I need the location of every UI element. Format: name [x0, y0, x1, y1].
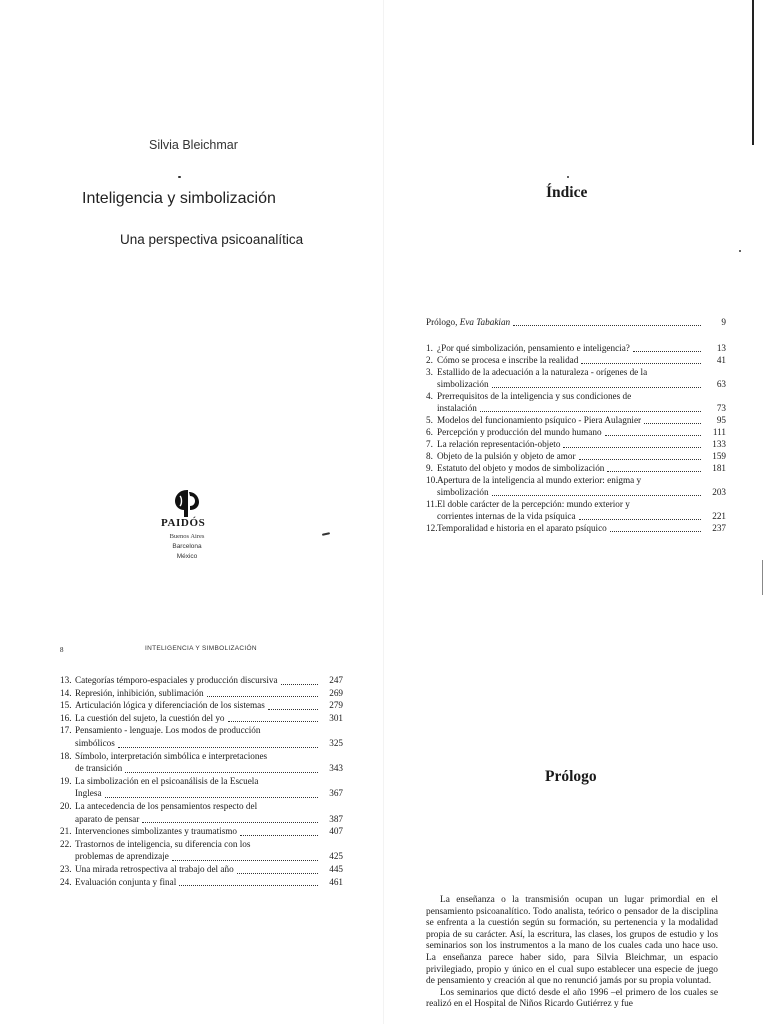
toc-entry-number: 19. [60, 775, 72, 786]
toc-entry-number: 11. [426, 499, 438, 509]
running-head: INTELIGENCIA Y SIMBOLIZACIÓN [145, 645, 257, 652]
book-title: Inteligencia y simbolización [82, 190, 276, 207]
toc-entry-title: simbólicos [75, 737, 115, 748]
toc-entry-title: Trastornos de inteligencia, su diferencia con los [75, 838, 251, 849]
toc-entry [60, 724, 343, 749]
toc-entry [426, 414, 726, 426]
book-subtitle: Una perspectiva psicoanalítica [120, 232, 304, 247]
toc-entry-number: 8. [426, 451, 433, 461]
toc-entry-title: Una mirada retrospectiva al trabajo del año [75, 863, 234, 874]
toc-entry-title: Apertura de la inteligencia al mundo exterior: enigma y [437, 475, 642, 485]
toc-entry-title: Modelos del funcionamiento psíquico - Piera Aulagnier [437, 415, 642, 425]
toc-entry-page: 247 [329, 675, 343, 685]
toc-entry [426, 390, 726, 414]
toc-entry-page: 73 [716, 403, 726, 413]
toc-entry [426, 438, 726, 450]
toc-entry-title: ¿Por qué simbolización, pensamiento e inteligencia? [437, 343, 630, 353]
toc-entry-title: instalación [437, 403, 477, 413]
toc-entry-page: 367 [329, 788, 343, 799]
toc-entry-page: 445 [329, 863, 343, 874]
toc-entry-number: 22. [60, 838, 72, 849]
toc-entry-number: 17. [60, 725, 72, 736]
toc-entry-title: La cuestión del sujeto, la cuestión del yo [75, 712, 225, 723]
toc-entry [60, 825, 343, 838]
toc-entry-title: Articulación lógica y diferenciación de los sistemas [75, 700, 265, 711]
page-edge-line [762, 560, 763, 595]
page-number: 8 [60, 646, 64, 654]
toc-entry-number: 6. [426, 427, 433, 437]
toc-entry-page: 237 [712, 523, 726, 533]
toc-entry [426, 366, 726, 390]
toc-entry-title: Intervenciones simbolizantes y traumatismo [75, 826, 238, 837]
toc-entry-number: 21. [60, 826, 72, 837]
toc-entry-page: 111 [712, 427, 726, 437]
speck [322, 532, 330, 536]
toc-entry [426, 342, 726, 354]
toc-entry-number: 18. [60, 750, 72, 761]
toc-entry-title: La simbolización en el psicoanálisis de la Escuela [75, 775, 259, 786]
toc-entry [60, 674, 343, 687]
toc-entry-title: La relación representación-objeto [437, 439, 561, 449]
toc-entry [60, 800, 343, 825]
toc-entry-page: 133 [712, 439, 726, 449]
toc-entry-page: 425 [329, 851, 343, 862]
toc-entry-number: 1. [426, 343, 433, 353]
toc-entry-title: Prerrequisitos de la inteligencia y sus condiciones de [437, 391, 632, 401]
speck [567, 176, 569, 178]
toc-entry-page: 279 [329, 700, 343, 711]
toc-entry [426, 450, 726, 462]
prologue-page [384, 604, 768, 1024]
toc-entry-number: 23. [60, 863, 72, 874]
toc-entry-number: 3. [426, 367, 433, 377]
publisher-city: México [176, 553, 198, 560]
toc-entry [60, 876, 343, 889]
toc-entry-page: 159 [712, 451, 726, 461]
toc-entry-title: Cómo se procesa e inscribe la realidad [437, 355, 579, 365]
toc-entry-title: de transición [75, 763, 123, 774]
toc-entry-page: 13 [716, 343, 726, 353]
toc-entry-number: 16. [60, 712, 72, 723]
speck [739, 250, 741, 252]
toc-entry-title: aparato de pensar [75, 813, 140, 824]
toc-entry-number: 24. [60, 876, 72, 887]
toc-entry-number: 20. [60, 800, 72, 811]
toc-list [60, 674, 343, 888]
speck [178, 176, 181, 178]
toc-entry-number: 14. [60, 687, 72, 698]
toc-entry-number: 5. [426, 415, 433, 425]
toc-entry-title: problemas de aprendizaje [75, 851, 169, 862]
toc-entry-title: simbolización [437, 487, 489, 497]
toc-entry-number: 4. [426, 391, 433, 401]
toc-entry [60, 699, 343, 712]
prologue-title: Prólogo [545, 768, 597, 785]
toc-entry-title: Objeto de la pulsión y objeto de amor [437, 451, 576, 461]
publisher-name: PAIDÓS [161, 517, 206, 529]
publisher-city: Buenos Aires [169, 533, 205, 540]
toc-list [426, 342, 726, 534]
prologue-entry [426, 316, 726, 328]
toc-entry [426, 474, 726, 498]
index-title: Índice [546, 184, 588, 201]
toc-entry-title: El doble carácter de la percepción: mundo exterior y [437, 499, 630, 509]
index-continued-page [0, 604, 383, 1024]
toc-entry-title: Categorías témporo-espaciales y producción discursiva [75, 675, 278, 685]
toc-entry [60, 750, 343, 775]
toc-entry-title: Inglesa [75, 788, 102, 799]
toc-entry-page: 63 [716, 379, 726, 389]
index-page [384, 0, 768, 594]
toc-entry-number: 12. [426, 523, 438, 533]
toc-entry-title: simbolización [437, 379, 489, 389]
toc-entry-number: 15. [60, 700, 72, 711]
toc-entry-title: corrientes internas de la vida psíquica [437, 511, 576, 521]
toc-entry-number: 10. [426, 475, 438, 485]
toc-entry-page: 301 [329, 712, 343, 723]
toc-entry-page: 41 [716, 355, 726, 365]
toc-entry-page: 343 [329, 763, 343, 774]
author-name: Silvia Bleichmar [149, 138, 238, 152]
toc-entry-title: Símbolo, interpretación simbólica e interpretaciones [75, 750, 268, 761]
toc-entry-page: 95 [716, 415, 726, 425]
toc-entry-title: Evaluación conjunta y final [75, 876, 177, 887]
toc-entry-number: 2. [426, 355, 433, 365]
prologue-paragraph: La enseñanza o la transmisión ocupan un lugar primordial en el pensamiento psicoanalítico. Todo analista, teórico o pensador de la disciplina se enfrenta a la cuestión según su formación, su pertenencia y la modalidad propia de su carácter. Así, la escritura, las clases, los grupos de estudio y los seminarios son los instrumentos a la mano de los cuales cada uno hace uso. La enseñanza parece haber sido, para Silvia Bleichmar, un espacio privilegiado, propio y único en el cual supo establecer una especie de juego de pensamiento y creación al que no renunció jamás por su propia voluntad. [426, 895, 718, 987]
prologue-author: Eva Tabakian [459, 317, 511, 327]
toc-entry-page: 387 [329, 813, 343, 824]
toc-entry [426, 426, 726, 438]
toc-entry [426, 354, 726, 366]
toc-entry [426, 498, 726, 522]
toc-entry-title: Represión, inhibición, sublimación [75, 687, 204, 698]
toc-entry-title: Estatuto del objeto y modos de simbolización [437, 463, 605, 473]
toc-entry-number: 9. [426, 463, 433, 473]
toc-entry [60, 863, 343, 876]
toc-entry-page: 203 [712, 487, 726, 497]
prologue-page: 9 [721, 317, 726, 327]
prologue-label: Prólogo, [426, 317, 460, 327]
toc-entry [426, 462, 726, 474]
toc-entry [60, 712, 343, 725]
toc-entry-title: Percepción y producción del mundo humano [437, 427, 602, 437]
toc-entry [426, 522, 726, 534]
toc-entry-title: Temporalidad e historia en el aparato psíquico [437, 523, 607, 533]
toc-entry-page: 181 [712, 463, 726, 473]
toc-entry-number: 13. [60, 675, 72, 685]
page-edge-line [752, 0, 754, 145]
publisher-city: Barcelona [172, 543, 202, 550]
toc-entry-title: Pensamiento - lenguaje. Los modos de producción [75, 725, 261, 736]
toc-entry-page: 325 [329, 737, 343, 748]
toc-entry [60, 775, 343, 800]
prologue-paragraph: Los seminarios que dictó desde el año 1996 –el primero de los cuales se realizó en el Hospital de Niños Ricardo Gutiérrez y fue [426, 987, 718, 1010]
prologue-body [426, 895, 718, 1011]
toc-entry-title: La antecedencia de los pensamientos respecto del [75, 800, 258, 811]
toc-entry-page: 269 [329, 687, 343, 698]
title-page [0, 0, 383, 592]
toc-entry-page: 461 [329, 876, 343, 887]
toc-entry-number: 7. [426, 439, 433, 449]
publisher-logo-icon [170, 488, 204, 518]
toc-entry-title: Estallido de la adecuación a la naturaleza - orígenes de la [437, 367, 648, 377]
toc-entry-page: 221 [712, 511, 726, 521]
toc-entry [60, 687, 343, 700]
toc-entry-page: 407 [329, 826, 343, 837]
toc-entry [60, 838, 343, 863]
